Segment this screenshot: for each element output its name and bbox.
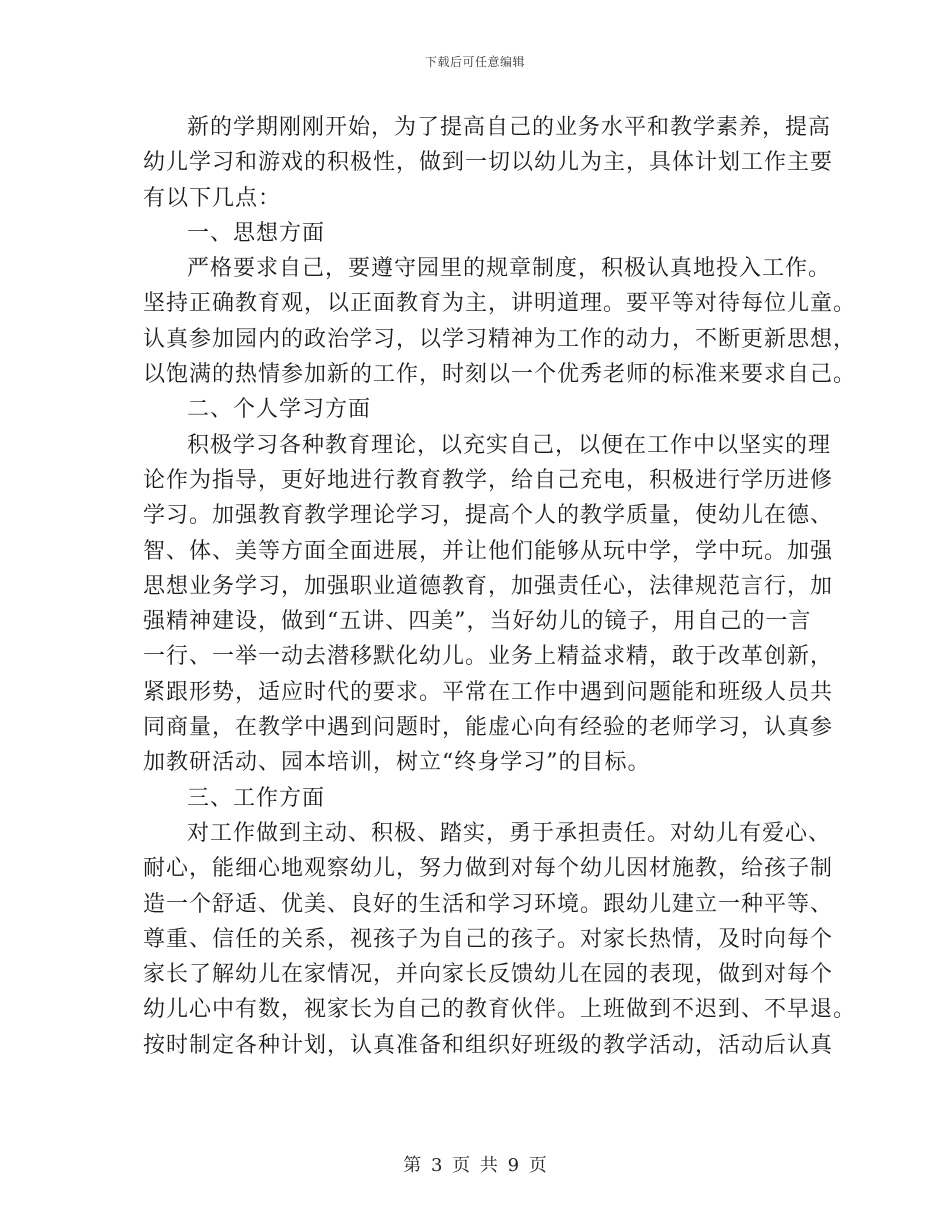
text-line: 思想业务学习，加强职业道德教育，加强责任心，法律规范言行，加 <box>143 573 834 599</box>
text-line: 严格要求自己，要遵守园里的规章制度，积极认真地投入工作。 <box>187 256 832 282</box>
text-line: 积极学习各种教育理论，以充实自己，以便在工作中以坚实的理 <box>187 432 832 458</box>
section-heading-personal-study: 二、个人学习方面 <box>187 397 372 423</box>
text-line: 强精神建设，做到“五讲、四美”，当好幼儿的镜子，用自己的一言 <box>143 609 812 635</box>
text-line: 智、体、美等方面全面进展，并让他们能够从玩中学，学中玩。加强 <box>143 538 834 564</box>
section-heading-work: 三、工作方面 <box>187 785 326 811</box>
text-line: 论作为指导，更好地进行教育教学，给自己充电，积极进行学历进修 <box>143 467 834 493</box>
text-line: 认真参加园内的政治学习，以学习精神为工作的动力，不断更新思想， <box>143 326 857 352</box>
text-line: 一行、一举一动去潜移默化幼儿。业务上精益求精，敢于改革创新， <box>143 644 834 670</box>
text-line: 新的学期刚刚开始，为了提高自己的业务水平和教学素养，提高 <box>187 115 832 140</box>
text-line: 紧跟形势，适应时代的要求。平常在工作中遇到问题能和班级人员共 <box>143 679 834 705</box>
text-line: 同商量，在教学中遇到问题时，能虚心向有经验的老师学习，认真参 <box>143 715 834 741</box>
text-line: 尊重、信任的关系，视孩子为自己的孩子。对家长热情，及时向每个 <box>143 926 834 952</box>
text-line: 幼儿学习和游戏的积极性，做到一切以幼儿为主，具体计划工作主要 <box>143 150 834 176</box>
text-line: 学习。加强教育教学理论学习，提高个人的教学质量，使幼儿在德、 <box>143 503 834 529</box>
text-line: 按时制定各种计划，认真准备和组织好班级的教学活动，活动后认真 <box>143 1032 834 1058</box>
text-line: 坚持正确教育观，以正面教育为主，讲明道理。要平等对待每位儿童。 <box>143 291 857 317</box>
document-body <box>143 110 857 1063</box>
text-line: 家长了解幼儿在家情况，并向家长反馈幼儿在园的表现，做到对每个 <box>143 962 834 988</box>
text-line: 幼儿心中有数，视家长为自己的教育伙伴。上班做到不迟到、不早退。 <box>143 997 857 1023</box>
text-line: 对工作做到主动、积极、踏实，勇于承担责任。对幼儿有爱心、 <box>187 820 832 846</box>
text-line: 有以下几点： <box>143 185 282 211</box>
section-heading-thought: 一、思想方面 <box>187 220 326 246</box>
text-line: 造一个舒适、优美、良好的生活和学习环境。跟幼儿建立一种平等、 <box>143 891 834 917</box>
page-number-footer: 第 3 页 共 9 页 <box>403 1155 547 1176</box>
text-line: 以饱满的热情参加新的工作，时刻以一个优秀老师的标准来要求自己。 <box>143 362 857 388</box>
text-line: 耐心，能细心地观察幼儿，努力做到对每个幼儿因材施教，给孩子制 <box>143 856 834 882</box>
page-header-note: 下载后可任意编辑 <box>424 55 525 69</box>
text-line: 加教研活动、园本培训，树立“终身学习”的目标。 <box>143 750 651 776</box>
